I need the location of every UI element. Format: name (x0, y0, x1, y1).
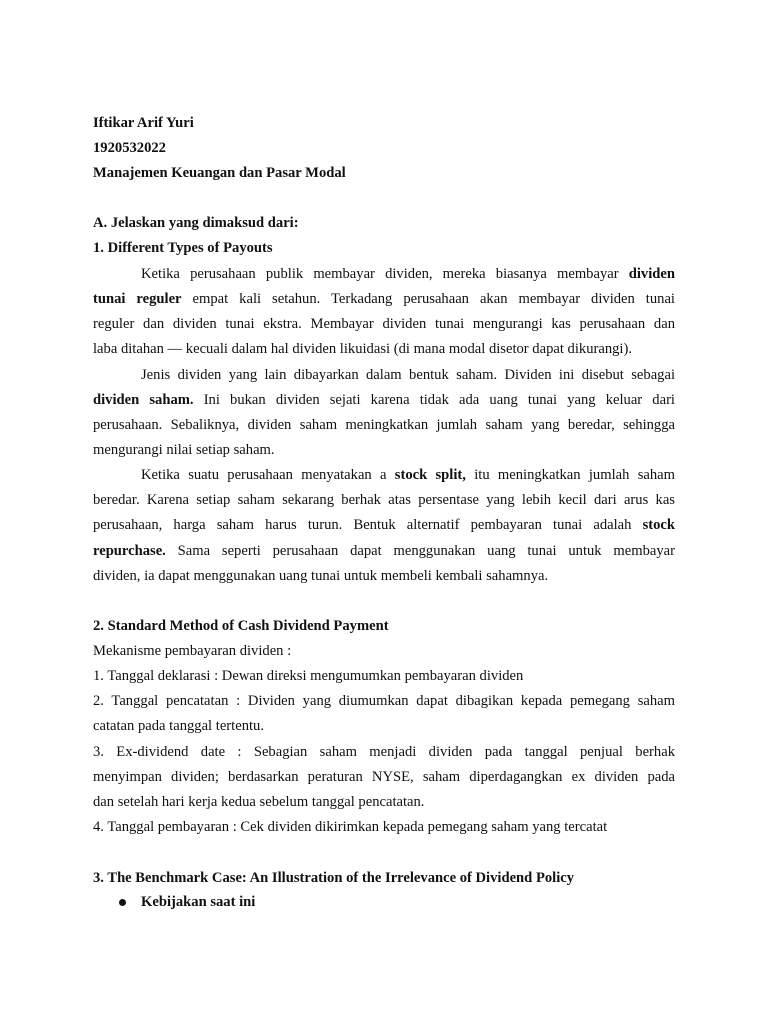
subsection-3-heading: 3. The Benchmark Case: An Illustration of the Irrelevance of Dividend Policy (93, 870, 575, 886)
paragraph-line: tunai reguler empat kali setahun. Terkadang perusahaan akan membayar dividen tunai (93, 291, 675, 307)
list-item: 3. Ex-dividend date : Sebagian saham menjadi dividen pada tanggal penjual berhak (93, 744, 675, 760)
author-name: Iftikar Arif Yuri (93, 115, 194, 131)
paragraph-line: beredar. Karena setiap saham sekarang berhak atas persentase yang lebih kecil dari arus kas (93, 492, 675, 508)
paragraph-line: laba ditahan — kecuali dalam hal dividen likuidasi (di mana modal disetor dapat dikurangi). (93, 341, 632, 357)
list-item: 1. Tanggal deklarasi : Dewan direksi mengumumkan pembayaran dividen (93, 668, 524, 684)
paragraph-line: Ketika suatu perusahaan menyatakan a stock split, itu meningkatkan jumlah saham (141, 467, 675, 483)
paragraph-line: repurchase. Sama seperti perusahaan dapat menggunakan uang tunai untuk membayar (93, 543, 675, 559)
subsection-1-heading: 1. Different Types of Payouts (93, 240, 273, 256)
paragraph-line: perusahaan. Sebaliknya, dividen saham meningkatkan jumlah saham yang beredar, sehingga (93, 417, 675, 433)
subsection-2-heading: 2. Standard Method of Cash Dividend Payment (93, 618, 389, 634)
paragraph-line: Jenis dividen yang lain dibayarkan dalam bentuk saham. Dividen ini disebut sebagai (141, 367, 675, 383)
list-item: 4. Tanggal pembayaran : Cek dividen dikirimkan kepada pemegang saham yang tercatat (93, 819, 608, 835)
paragraph-line: Ketika perusahaan publik membayar dividen, mereka biasanya membayar dividen (141, 266, 675, 282)
course-title: Manajemen Keuangan dan Pasar Modal (93, 165, 346, 181)
list-item-continuation: dan setelah hari kerja kedua sebelum tanggal pencatatan. (93, 794, 425, 810)
student-id: 1920532022 (93, 140, 166, 156)
list-intro: Mekanisme pembayaran dividen : (93, 643, 292, 659)
section-a-heading: A. Jelaskan yang dimaksud dari: (93, 215, 299, 231)
paragraph-line: mengurangi nilai setiap saham. (93, 442, 275, 458)
paragraph-line: dividen saham. Ini bukan dividen sejati karena tidak ada uang tunai yang keluar dari (93, 392, 675, 408)
bullet-item: Kebijakan saat ini (141, 894, 256, 910)
list-item: 2. Tanggal pencatatan : Dividen yang diumumkan dapat dibagikan kepada pemegang saham (93, 693, 675, 709)
paragraph-line: dividen, ia dapat menggunakan uang tunai untuk membeli kembali sahamnya. (93, 568, 549, 584)
paragraph-line: perusahaan, harga saham harus turun. Bentuk alternatif pembayaran tunai adalah stock (93, 517, 675, 533)
bullet-icon (119, 899, 126, 906)
list-item-continuation: menyimpan dividen; berdasarkan peraturan NYSE, saham diperdagangkan ex dividen pada (93, 769, 675, 785)
list-item-continuation: catatan pada tanggal tertentu. (93, 718, 264, 734)
paragraph-line: reguler dan dividen tunai ekstra. Membayar dividen tunai mengurangi kas perusahaan dan (93, 316, 675, 332)
